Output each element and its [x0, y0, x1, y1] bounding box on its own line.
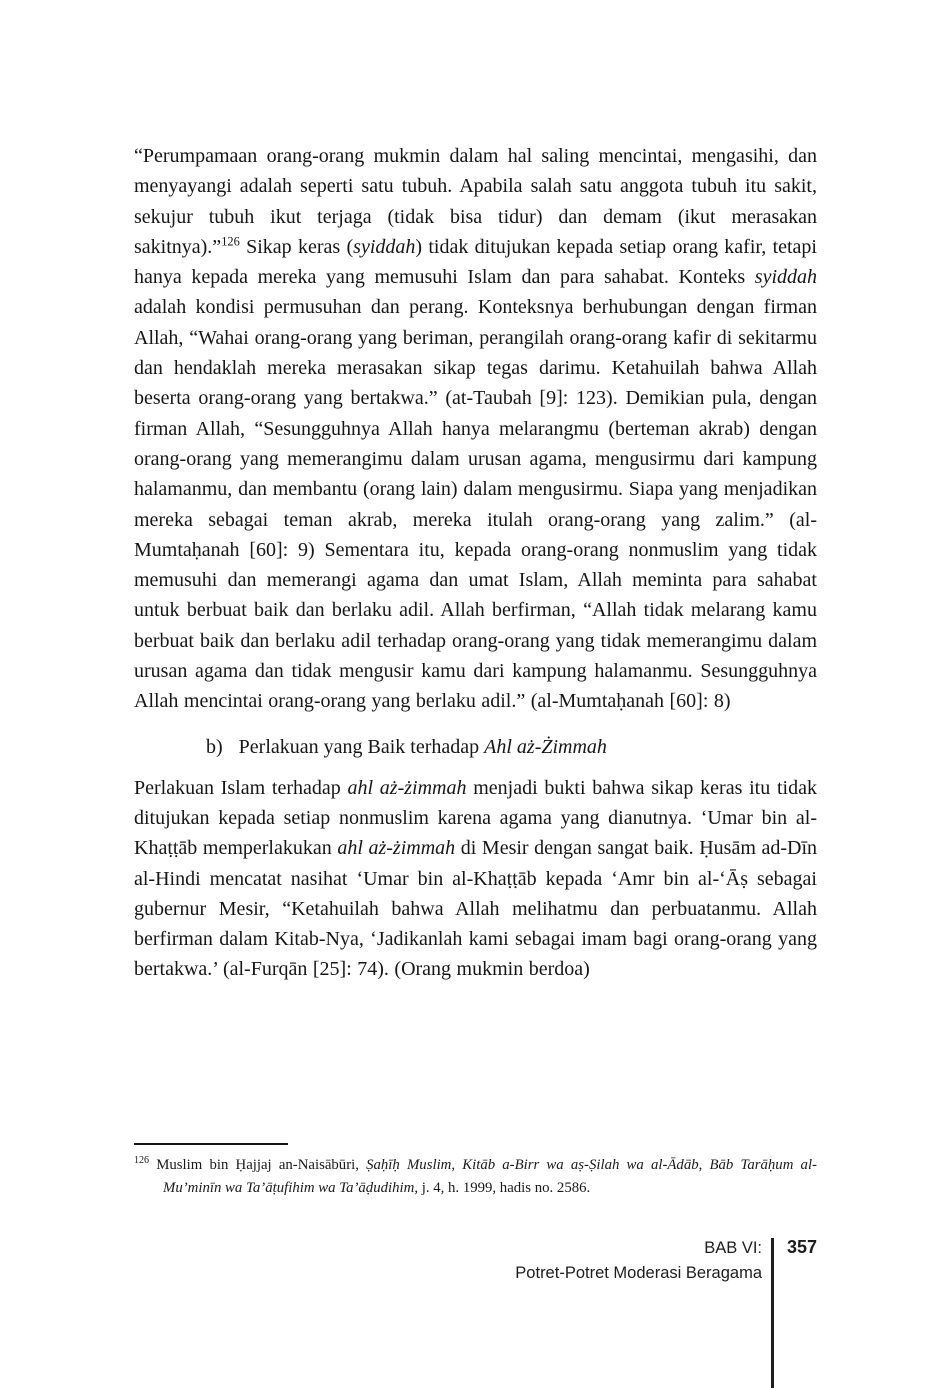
footnote-divider: [134, 1143, 288, 1145]
paragraph-1: “Perumpamaan orang-orang mukmin dalam hal saling mencintai, mengasihi, dan menyayangi adalah seperti satu tubuh. Apabila salah satu anggota tubuh itu sakit, sekujur tubuh ikut terjaga (tidak bisa tidur) dan demam (ikut merasakan sakitnya).”$^{126}$ Sikap keras (syiddah) tidak ditujukan kepada setiap orang kafir, tetapi hanya kepada mereka yang memusuhi Islam dan para sahabat. Konteks syiddah adalah kondisi permusuhan dan perang. Konteksnya berhubungan dengan firman Allah, “Wahai orang-orang yang beriman, perangilah orang-orang kafir di sekitarmu dan hendaklah mereka merasakan sikap tegas darimu. Ketahuilah bahwa Allah beserta orang-orang yang bertakwa.” (at-Taubah [9]: 123). Demikian pula, dengan firman Allah, “Sesungguhnya Allah hanya melarangmu (berteman akrab) dengan orang-orang yang memerangimu dalam urusan agama, mengusirmu dari kampung halamanmu, dan membantu (orang lain) dalam mengusirmu. Siapa yang menjadikan mereka sebagai teman akrab, mereka itulah orang-orang yang zalim.” (al-Mumtaḥanah [60]: 9) Sementara itu, kepada orang-orang nonmuslim yang tidak memusuhi dan memerangi agama dan umat Islam, Allah meminta para sahabat untuk berbuat baik dan berlaku adil. Allah berfirman, “Allah tidak melarang kamu berbuat baik dan berlaku adil terhadap orang-orang yang tidak memerangimu dalam urusan agama dan tidak mengusir kamu dari kampung halamanmu. Sesungguhnya Allah mencintai orang-orang yang berlaku adil.” (al-Mumtaḥanah [60]: 8): [134, 145, 817, 713]
footnote-text: Muslim bin Ḥajjaj an-Naisābūri, Ṣaḥīḥ Muslim, Kitāb a-Birr wa aṣ-Ṣilah wa al-Ādāb, Bāb Tarāḥum al-Mu’minīn wa Ta’āṭufihim wa Ta’āḍudihim, j. 4, h. 1999, hadis no. 2586.: [149, 1157, 817, 1196]
paragraph-2: Perlakuan Islam terhadap ahl aż-żimmah menjadi bukti bahwa sikap keras itu tidak ditujukan kepada setiap nonmuslim karena agama yang dianutnya. ‘Umar bin al-Khaṭṭāb memperlakukan ahl aż-żimmah di Mesir dengan sangat baik. Ḥusām ad-Dīn al-Hindi mencatat nasihat ‘Umar bin al-Khaṭṭāb kepada ‘Amr bin al-‘Āṣ sebagai gubernur Mesir, “Ketahuilah bahwa Allah melihatmu dan perbuatanmu. Allah berfirman dalam Kitab-Nya, ‘Jadikanlah kami sebagai imam bagi orang-orang yang bertakwa.’ (al-Furqān [25]: 74). (Orang mukmin berdoa): [134, 776, 818, 981]
heading-label: Perlakuan yang Baik terhadap Ahl aż-Żimmah: [238, 735, 607, 758]
page-number: 357: [787, 1237, 818, 1257]
footnote-marker: 126: [134, 1155, 150, 1167]
running-footer: [515, 1236, 762, 1286]
page-footer: [0, 1233, 946, 1388]
footer-divider-bar: [771, 1238, 774, 1388]
footnote: [134, 1154, 817, 1199]
footnote-area: [134, 1143, 817, 1199]
chapter-label: BAB VI:: [704, 1239, 762, 1257]
heading-marker: b): [206, 735, 223, 758]
section-heading: [206, 732, 817, 762]
page-body: [134, 141, 817, 985]
chapter-title: Potret-Potret Moderasi Beragama: [515, 1264, 762, 1282]
